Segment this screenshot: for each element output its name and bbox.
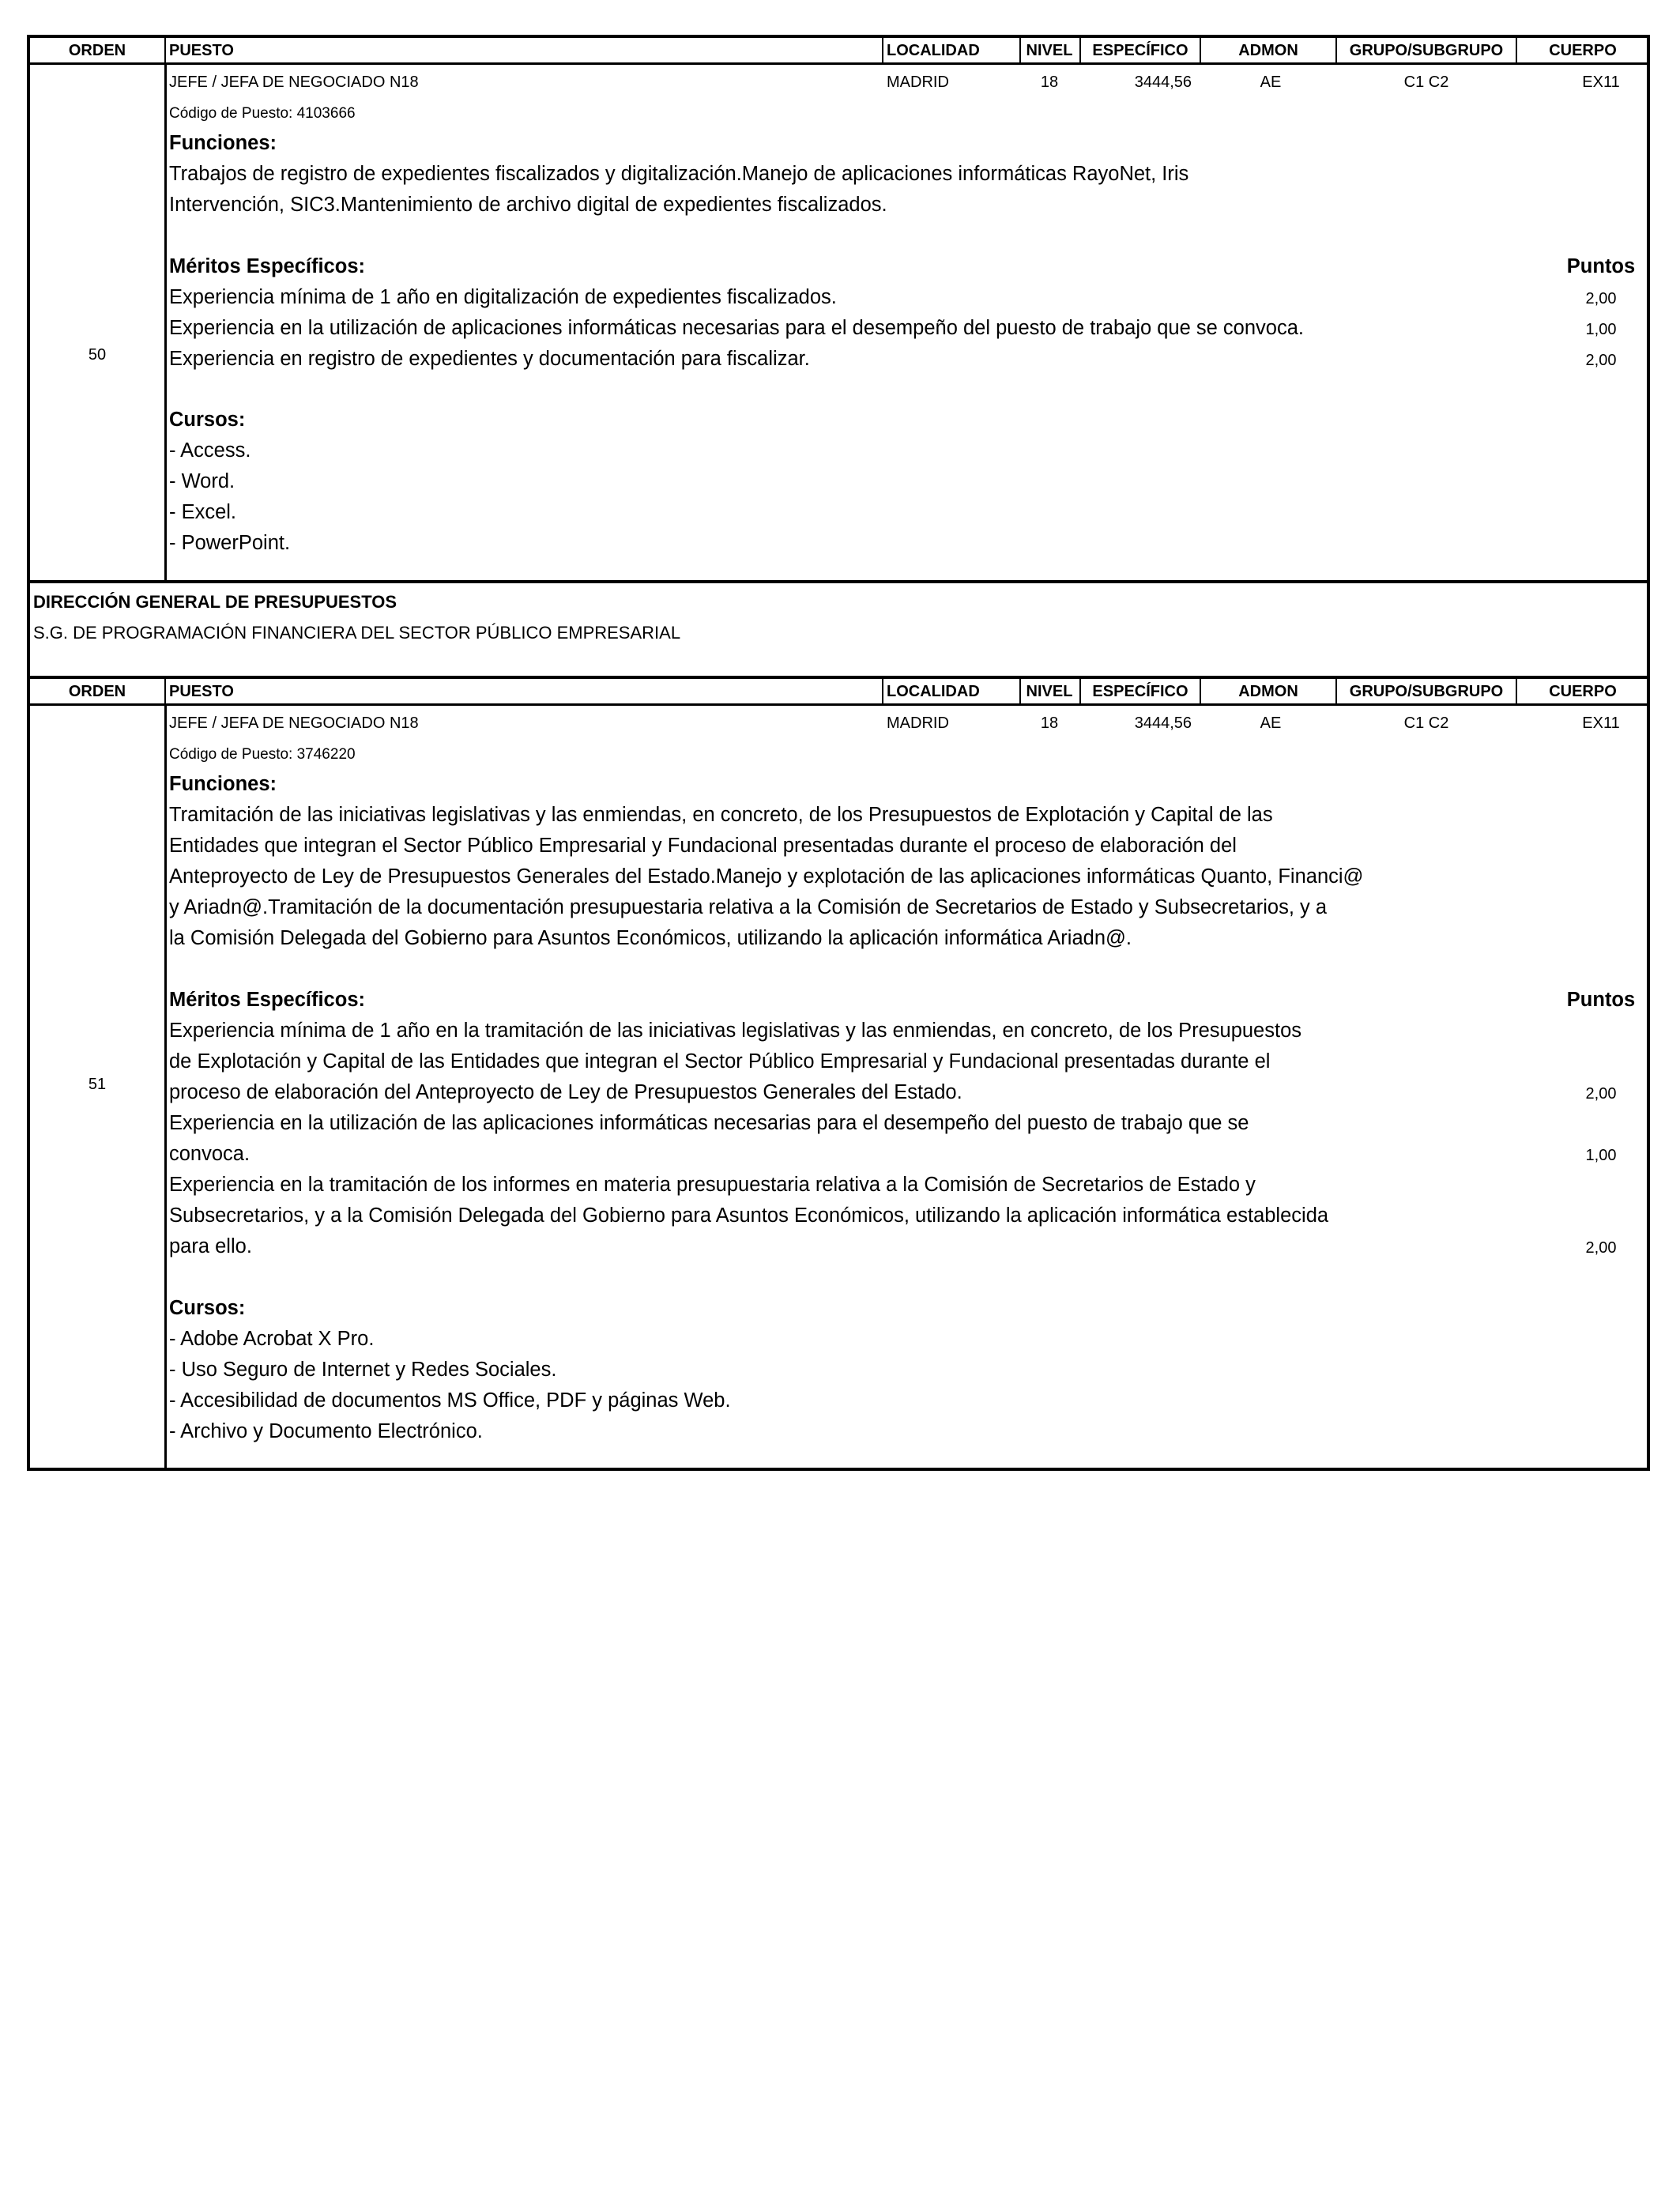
admon: AE (1260, 74, 1282, 91)
merito-text: para ello. (169, 1235, 252, 1257)
header-especifico: ESPECÍFICO (1092, 683, 1188, 700)
curso-item: - PowerPoint. (169, 532, 291, 554)
orden-number: 50 (88, 346, 107, 364)
table-header (30, 35, 1647, 65)
header-orden: ORDEN (68, 42, 126, 59)
merito-text: Experiencia en registro de expedientes y documentación para fiscalizar. (169, 348, 810, 370)
table-header (30, 676, 1647, 706)
merito-text: de Explotación y Capital de las Entidades que integran el Sector Público Empresarial y Fundacional presentadas durante el (169, 1050, 1271, 1072)
header-nivel: NIVEL (1026, 42, 1073, 59)
funciones-line: la Comisión Delegada del Gobierno para Asuntos Económicos, utilizando la aplicación informática Ariadn@. (169, 927, 1132, 949)
subdireccion: S.G. DE PROGRAMACIÓN FINANCIERA DEL SECTOR PÚBLICO EMPRESARIAL (33, 623, 681, 643)
codigo-puesto: Código de Puesto: 3746220 (169, 746, 356, 763)
codigo-puesto: Código de Puesto: 4103666 (169, 105, 356, 122)
puntos-label: Puntos (1566, 989, 1636, 1011)
curso-item: - Word. (169, 470, 235, 492)
merito-text: Experiencia mínima de 1 año en la tramitación de las iniciativas legislativas y las enmiendas, en concreto, de los Presupuestos (169, 1020, 1302, 1042)
merito-puntos: 1,00 (1585, 321, 1617, 338)
funciones-label: Funciones: (169, 773, 277, 795)
grupo-subgrupo: C1 C2 (1403, 714, 1449, 732)
curso-item: - Excel. (169, 501, 237, 523)
header-localidad: LOCALIDAD (887, 683, 980, 700)
header-admon: ADMON (1238, 42, 1298, 59)
merito-text: proceso de elaboración del Anteproyecto de Ley de Presupuestos Generales del Estado. (169, 1081, 962, 1103)
merito-puntos: 2,00 (1585, 1085, 1617, 1103)
curso-item: - Adobe Acrobat X Pro. (169, 1328, 375, 1350)
header-admon: ADMON (1238, 683, 1298, 700)
header-cuerpo: CUERPO (1549, 683, 1617, 700)
header-cuerpo: CUERPO (1549, 42, 1617, 59)
nivel: 18 (1040, 714, 1059, 732)
localidad: MADRID (887, 714, 949, 732)
merito-puntos: 2,00 (1585, 290, 1617, 307)
funciones-line: Anteproyecto de Ley de Presupuestos Generales del Estado.Manejo y explotación de las aplicaciones informáticas Quanto, Financi@ (169, 865, 1364, 888)
meritos-label: Méritos Específicos: (169, 989, 365, 1011)
funciones-label: Funciones: (169, 132, 277, 154)
header-puesto: PUESTO (169, 683, 234, 700)
header-localidad: LOCALIDAD (887, 42, 980, 59)
funciones-line: Trabajos de registro de expedientes fiscalizados y digitalización.Manejo de aplicaciones informáticas RayoNet, Iris (169, 163, 1189, 185)
puesto-name: JEFE / JEFA DE NEGOCIADO N18 (169, 74, 419, 91)
localidad: MADRID (887, 74, 949, 91)
admon: AE (1260, 714, 1282, 732)
curso-item: - Uso Seguro de Internet y Redes Sociales. (169, 1359, 557, 1381)
merito-puntos: 2,00 (1585, 1239, 1617, 1257)
merito-text: Experiencia en la tramitación de los informes en materia presupuestaria relativa a la Comisión de Secretarios de Estado y (169, 1174, 1256, 1196)
header-grupo: GRUPO/SUBGRUPO (1349, 683, 1504, 700)
grupo-subgrupo: C1 C2 (1403, 74, 1449, 91)
meritos-label: Méritos Específicos: (169, 255, 365, 277)
merito-puntos: 1,00 (1585, 1147, 1617, 1164)
funciones-line: Intervención, SIC3.Mantenimiento de archivo digital de expedientes fiscalizados. (169, 194, 887, 216)
header-grupo: GRUPO/SUBGRUPO (1349, 42, 1504, 59)
position-table-51 (27, 676, 1650, 1471)
merito-puntos: 2,00 (1585, 352, 1617, 369)
puntos-label: Puntos (1566, 255, 1636, 277)
header-especifico: ESPECÍFICO (1092, 42, 1188, 59)
direccion-section (27, 583, 1650, 678)
nivel: 18 (1040, 74, 1059, 91)
cuerpo: EX11 (1582, 74, 1620, 91)
especifico: 3444,56 (1134, 714, 1192, 732)
funciones-line: Tramitación de las iniciativas legislativas y las enmiendas, en concreto, de los Presupuestos de Explotación y Capital de las (169, 804, 1273, 826)
cuerpo: EX11 (1582, 714, 1620, 732)
puesto-name: JEFE / JEFA DE NEGOCIADO N18 (169, 714, 419, 732)
merito-text: Experiencia mínima de 1 año en digitalización de expedientes fiscalizados. (169, 286, 837, 308)
especifico: 3444,56 (1134, 74, 1192, 91)
cursos-label: Cursos: (169, 409, 246, 431)
merito-text: Experiencia en la utilización de las aplicaciones informáticas necesarias para el desempeño del puesto de trabajo que se (169, 1112, 1249, 1134)
entry-body (30, 706, 1647, 1471)
merito-text: convoca. (169, 1143, 250, 1165)
cursos-label: Cursos: (169, 1297, 246, 1319)
funciones-line: y Ariadn@.Tramitación de la documentación presupuestaria relativa a la Comisión de Secretarios de Estado y Subsecretarios, y a (169, 896, 1328, 918)
header-orden: ORDEN (68, 683, 126, 700)
funciones-line: Entidades que integran el Sector Público Empresarial y Fundacional presentadas durante el proceso de elaboración del (169, 835, 1237, 857)
curso-item: - Access. (169, 439, 251, 462)
orden-number: 51 (88, 1076, 107, 1093)
entry-body (30, 65, 1647, 583)
header-puesto: PUESTO (169, 42, 234, 59)
header-nivel: NIVEL (1026, 683, 1073, 700)
curso-item: - Accesibilidad de documentos MS Office, PDF y páginas Web. (169, 1389, 731, 1412)
merito-text: Experiencia en la utilización de aplicaciones informáticas necesarias para el desempeño del puesto de trabajo que se convoca. (169, 317, 1304, 339)
curso-item: - Archivo y Documento Electrónico. (169, 1420, 483, 1442)
position-table-50 (27, 35, 1650, 583)
merito-text: Subsecretarios, y a la Comisión Delegada del Gobierno para Asuntos Económicos, utilizando la aplicación informática establecida (169, 1204, 1329, 1227)
direccion-general: DIRECCIÓN GENERAL DE PRESUPUESTOS (33, 592, 397, 612)
